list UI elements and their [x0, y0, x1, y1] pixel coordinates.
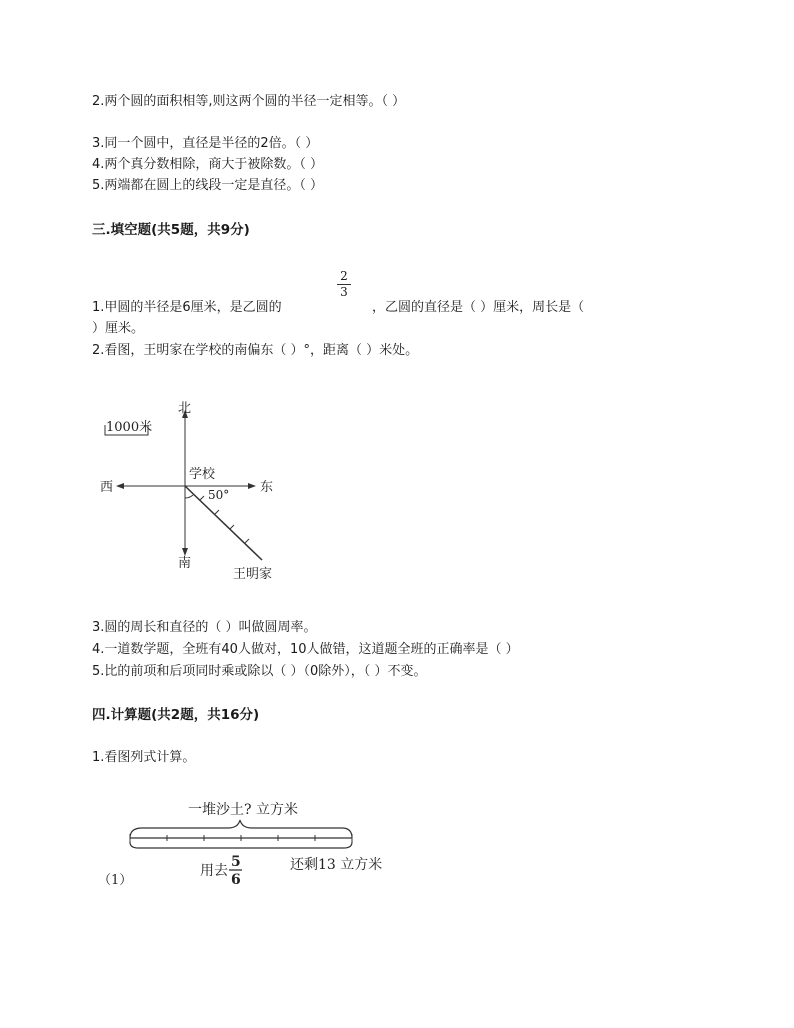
used-brace	[130, 842, 315, 848]
question-3-4: 4.一道数学题，全班有40人做对，10人做错，这道题全班的正确率是（ ）	[92, 642, 519, 657]
west-label: 西	[100, 480, 114, 495]
scale-label: 1000米	[106, 420, 153, 435]
south-label: 南	[178, 556, 192, 571]
section-4-heading: 四.计算题(共2题，共16分)	[92, 707, 260, 723]
question-3-1-part2: ，乙圆的直径是（ ）厘米，周长是（	[372, 300, 585, 315]
fraction-two-thirds	[337, 270, 351, 299]
used-fraction-denominator: 6	[231, 872, 241, 888]
fraction-numerator: 2	[340, 269, 348, 283]
used-label: 用去	[200, 863, 228, 879]
question-2-4: 4.两个真分数相除，商大于被除数。（ ）	[92, 157, 324, 172]
question-3-2: 2.看图，王明家在学校的南偏东（ ）°，距离（ ）米处。	[92, 343, 419, 358]
east-label: 东	[260, 480, 274, 495]
question-2-2: 2.两个圆的面积相等,则这两个圆的半径一定相等。（ ）	[92, 94, 406, 109]
remaining-brace	[315, 842, 352, 848]
school-label: 学校	[189, 467, 216, 482]
angle-label: 50°	[208, 488, 230, 502]
north-label: 北	[178, 401, 192, 416]
sand-pile-diagram	[90, 792, 400, 892]
question-3-5: 5.比的前项和后项同时乘或除以（ ）（0除外），（ ）不变。	[92, 664, 427, 679]
question-2-3: 3.同一个圆中，直径是半径的2倍。（ ）	[92, 136, 319, 151]
item-number: （1）	[98, 873, 133, 888]
question-3-3: 3.圆的周长和直径的（ ）叫做圆周率。	[92, 620, 317, 635]
direction-map-figure	[92, 392, 312, 592]
question-4-1: 1.看图列式计算。	[92, 750, 196, 765]
question-2-5: 5.两端都在圆上的线段一定是直径。（ ）	[92, 178, 324, 193]
question-3-1-part1: 1.甲圆的半径是6厘米，是乙圆的	[92, 300, 282, 315]
question-3-1-line2: ）厘米。	[92, 321, 145, 336]
section-3-heading: 三.填空题(共5题，共9分)	[92, 222, 250, 238]
home-label: 王明家	[233, 567, 273, 582]
used-fraction-numerator: 5	[231, 854, 241, 870]
remaining-label: 还剩13 立方米	[290, 857, 383, 873]
diagram-top-label: 一堆沙土? 立方米	[188, 802, 298, 818]
fraction-denominator: 3	[340, 285, 348, 299]
